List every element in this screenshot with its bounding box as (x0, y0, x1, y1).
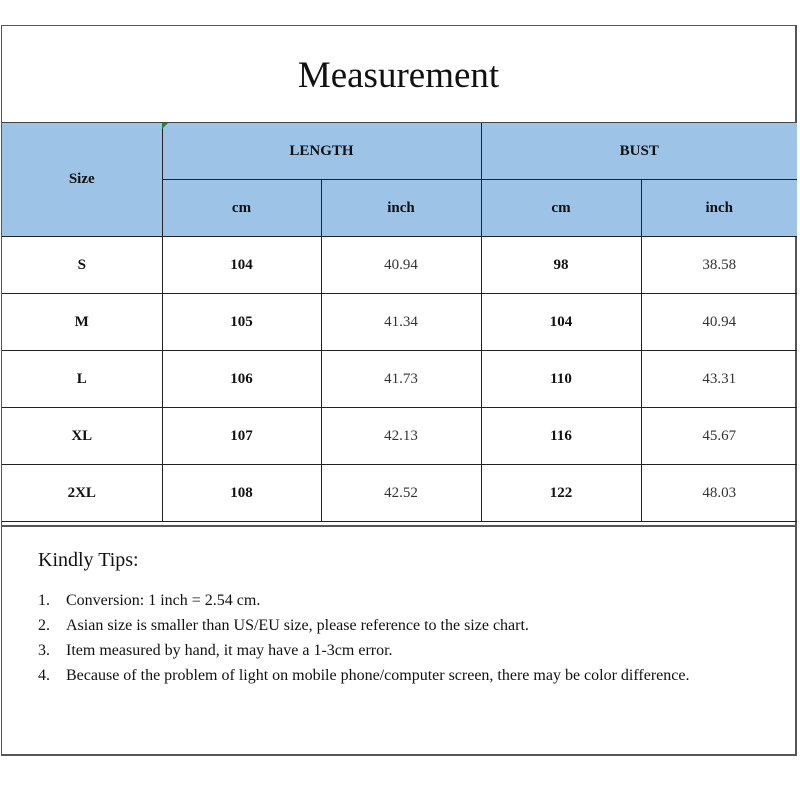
header-bust: BUST (481, 123, 797, 180)
table-row (2, 237, 797, 294)
list-item-text: Conversion: 1 inch = 2.54 cm. (66, 592, 261, 609)
tips-list (38, 588, 795, 688)
cell-size: L (2, 351, 162, 408)
cell-bust-cm: 116 (481, 408, 641, 465)
cell-bust-inch: 38.58 (641, 237, 797, 294)
list-item-text: Asian size is smaller than US/EU size, please reference to the size chart. (66, 617, 529, 634)
cell-size: 2XL (2, 465, 162, 522)
list-item (38, 613, 698, 638)
cell-length-inch: 42.52 (321, 465, 481, 522)
cell-comment-marker-icon (162, 123, 168, 129)
list-item-number: 4. (38, 667, 50, 684)
list-item-number: 3. (38, 642, 50, 659)
list-item-text: Because of the problem of light on mobile phone/computer screen, there may be color difference. (66, 667, 690, 684)
header-length-cm: cm (162, 180, 321, 237)
header-row-groups (2, 123, 797, 180)
cell-bust-inch: 43.31 (641, 351, 797, 408)
cell-length-cm: 106 (162, 351, 321, 408)
cell-bust-inch: 45.67 (641, 408, 797, 465)
list-item (38, 588, 698, 613)
cell-bust-inch: 40.94 (641, 294, 797, 351)
cell-length-inch: 42.13 (321, 408, 481, 465)
cell-length-inch: 41.73 (321, 351, 481, 408)
list-item (38, 638, 698, 663)
cell-length-cm: 107 (162, 408, 321, 465)
tips-title: Kindly Tips: (38, 549, 139, 571)
header-length: LENGTH (162, 123, 481, 180)
size-table (2, 123, 797, 522)
table-row (2, 294, 797, 351)
header-bust-inch: inch (641, 180, 797, 237)
list-item (38, 663, 698, 688)
cell-bust-cm: 122 (481, 465, 641, 522)
table-row (2, 465, 797, 522)
cell-length-inch: 41.34 (321, 294, 481, 351)
cell-length-cm: 108 (162, 465, 321, 522)
cell-length-cm: 105 (162, 294, 321, 351)
list-item-text: Item measured by hand, it may have a 1-3cm error. (66, 642, 393, 659)
list-item-number: 1. (38, 592, 50, 609)
cell-size: M (2, 294, 162, 351)
header-bust-cm: cm (481, 180, 641, 237)
table-row (2, 408, 797, 465)
header-size: Size (2, 123, 162, 237)
table-row (2, 351, 797, 408)
list-item-number: 2. (38, 617, 50, 634)
size-chart-sheet (1, 25, 797, 756)
tips-section (2, 525, 795, 755)
cell-bust-cm: 110 (481, 351, 641, 408)
cell-length-inch: 40.94 (321, 237, 481, 294)
header-length-inch: inch (321, 180, 481, 237)
cell-bust-cm: 104 (481, 294, 641, 351)
cell-size: XL (2, 408, 162, 465)
title-row (2, 26, 795, 124)
cell-bust-inch: 48.03 (641, 465, 797, 522)
cell-size: S (2, 237, 162, 294)
page-title: Measurement (297, 54, 500, 96)
cell-length-cm: 104 (162, 237, 321, 294)
cell-bust-cm: 98 (481, 237, 641, 294)
